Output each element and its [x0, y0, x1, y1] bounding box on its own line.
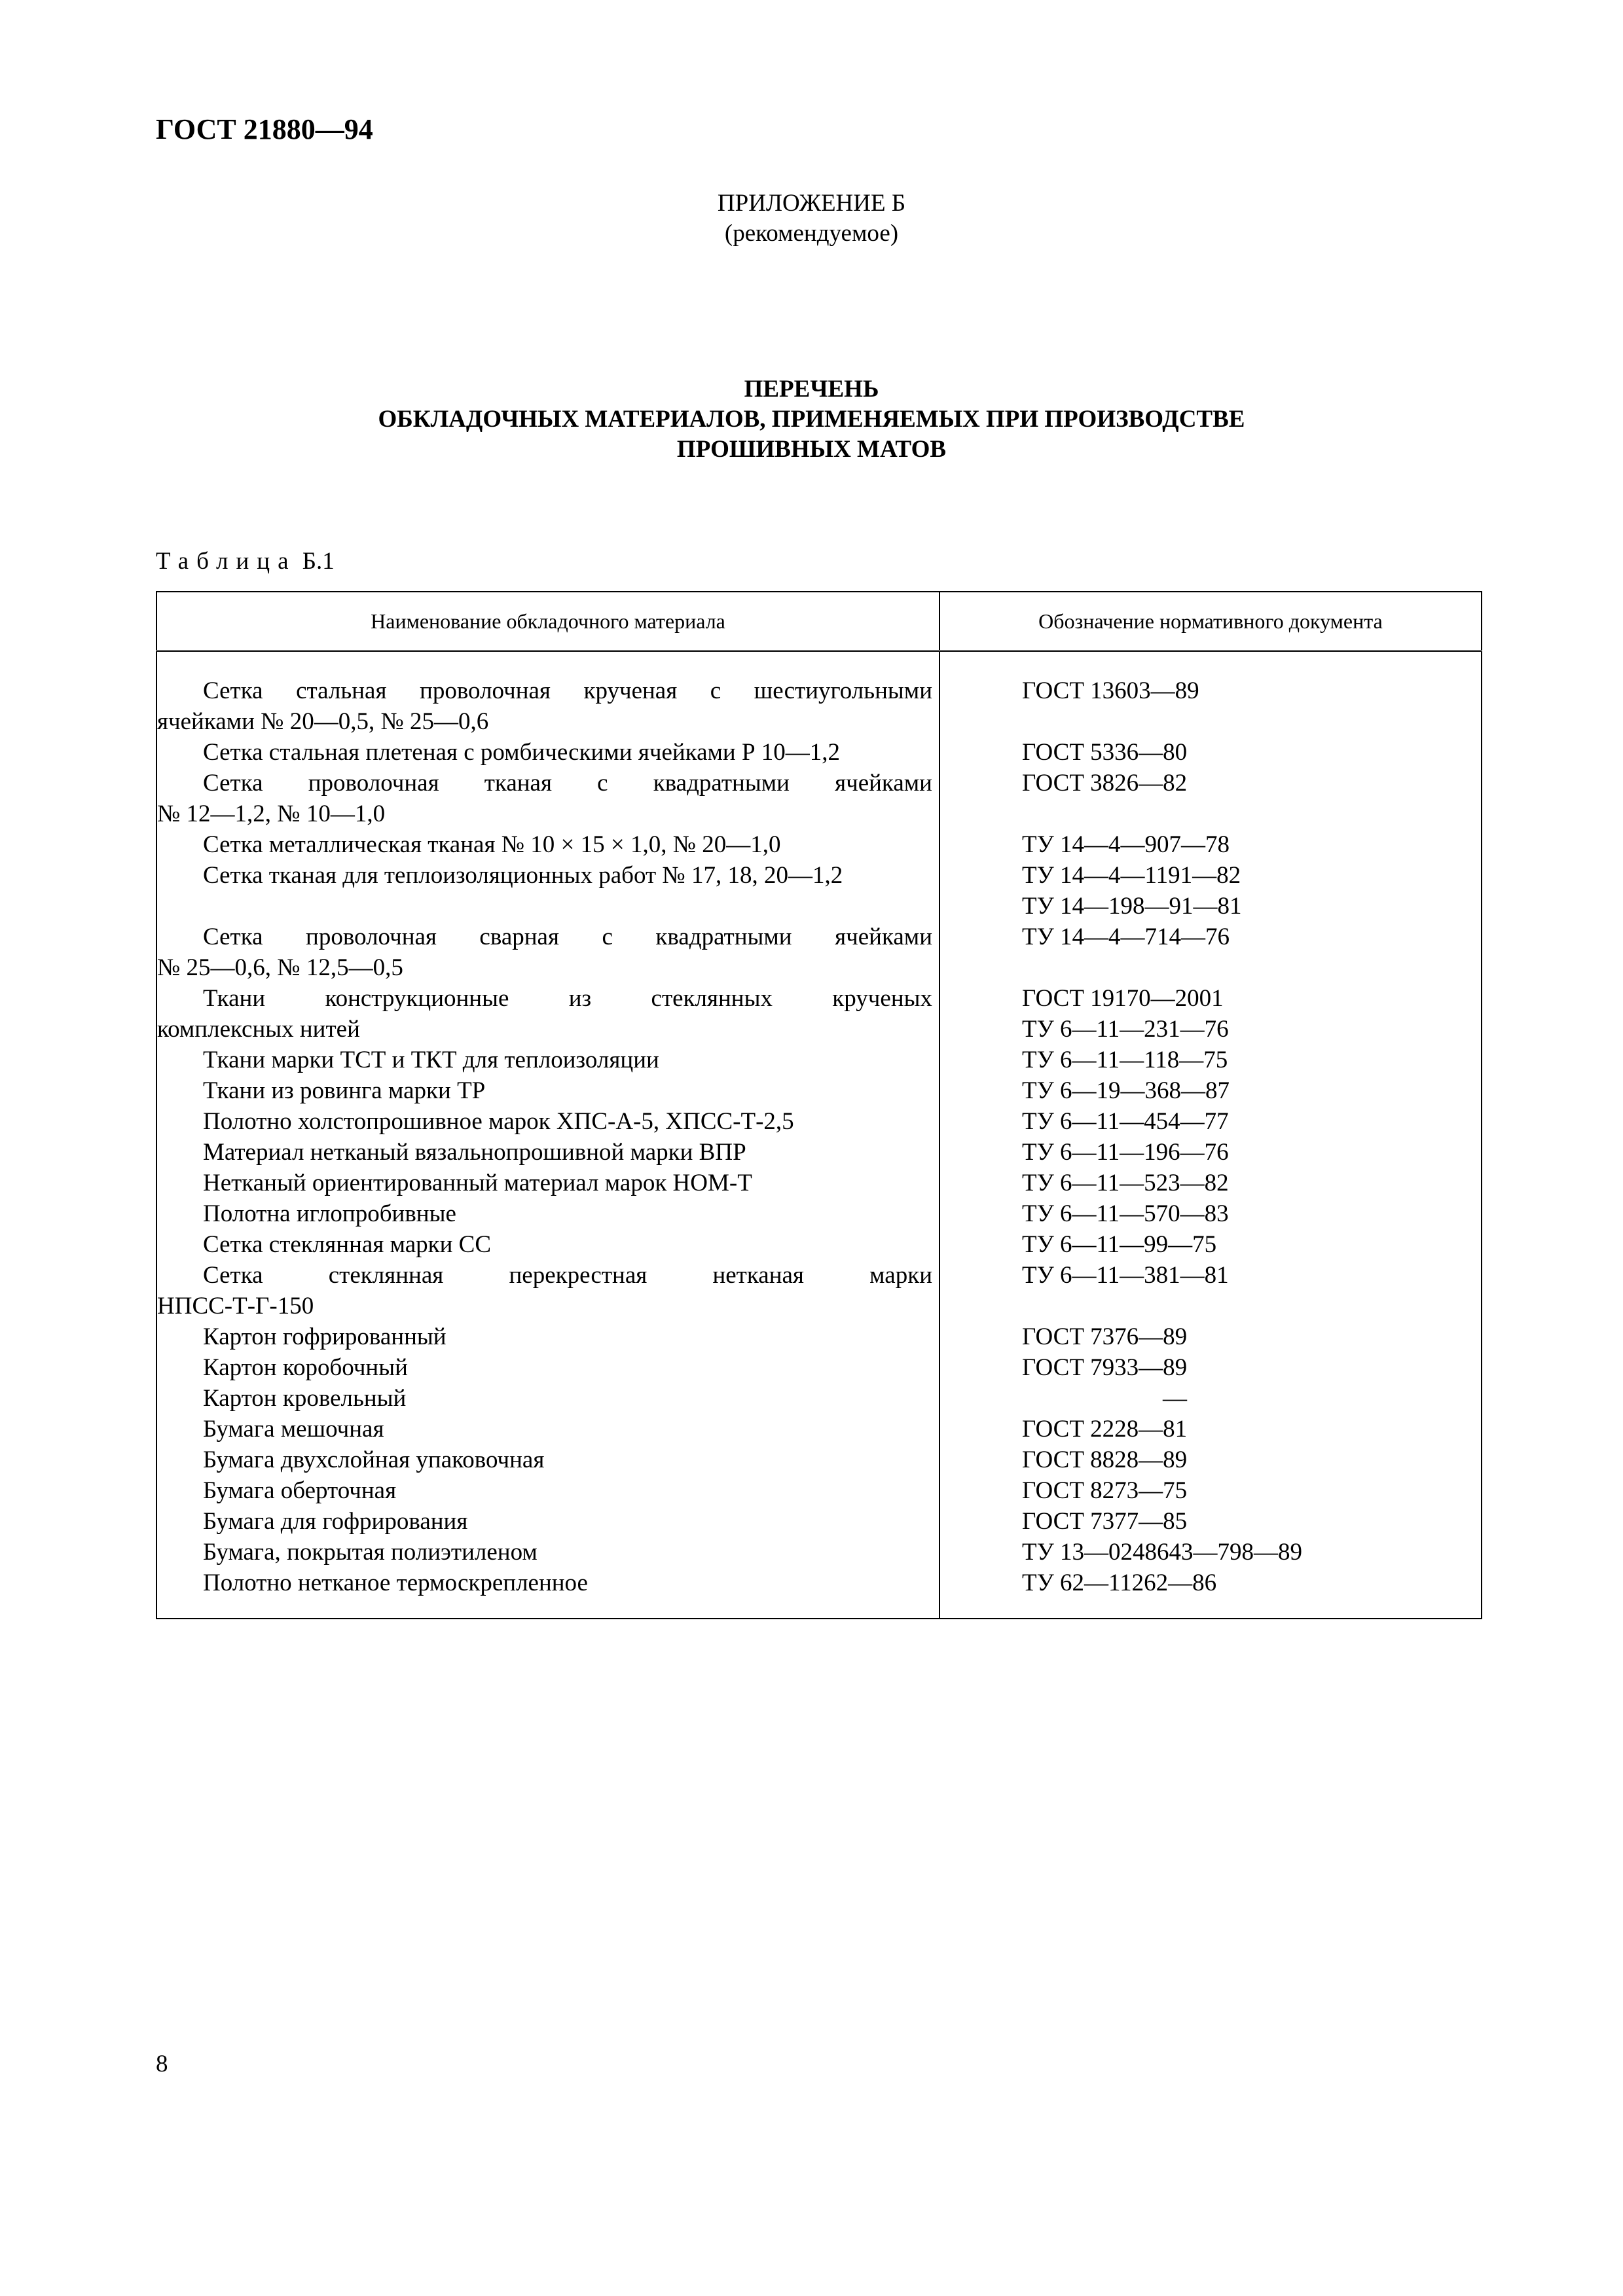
table-row: [156, 829, 1482, 860]
material-name-cell: [156, 1260, 939, 1321]
material-name-line: Сетка тканая для теплоизоляционных работ № 17, 18, 20—1,2: [203, 862, 843, 889]
normative-document: ГОСТ 5336—80: [1022, 739, 1188, 766]
materials-table: [156, 591, 1482, 1619]
table-row: [156, 1537, 1482, 1568]
material-name-line: Сетка проволочная тканая с квадратными ячейками: [203, 770, 932, 797]
material-name-line: № 12—1,2, № 10—1,0: [157, 800, 386, 827]
table-row: [156, 1075, 1482, 1106]
heading-line-3: ПРОШИВНЫХ МАТОВ: [676, 436, 947, 463]
document-code-cell: [939, 1475, 1482, 1506]
normative-document: ТУ 62—11262—86: [1022, 1570, 1217, 1596]
document-code-cell: [939, 737, 1482, 768]
material-name-line: Полотно нетканое термоскрепленное: [203, 1570, 588, 1596]
document-code-cell: [939, 1198, 1482, 1229]
material-name-line: № 25—0,6, № 12,5—0,5: [157, 954, 403, 981]
table-row: [156, 860, 1482, 922]
document-code-cell: [939, 768, 1482, 829]
material-name-cell: [156, 1168, 939, 1198]
normative-document: ГОСТ 7376—89: [1022, 1323, 1188, 1350]
document-code-cell: [939, 1414, 1482, 1444]
material-name-line: Бумага двухслойная упаковочная: [203, 1446, 545, 1473]
normative-document: ТУ 14—4—714—76: [1022, 924, 1230, 950]
document-code-cell: [939, 651, 1482, 738]
normative-document: ГОСТ 19170—2001: [1022, 985, 1224, 1012]
material-name-cell: [156, 1321, 939, 1352]
table-row: [156, 1568, 1482, 1619]
document-code-cell: [939, 983, 1482, 1045]
normative-document: ТУ 6—11—570—83: [1022, 1200, 1229, 1227]
table-row: [156, 1229, 1482, 1260]
material-name-cell: [156, 1568, 939, 1619]
table-row: [156, 1383, 1482, 1414]
list-heading: [0, 374, 1623, 465]
normative-document: ГОСТ 7933—89: [1022, 1354, 1188, 1381]
table-caption: [156, 547, 335, 575]
material-name-line: Сетка стальная плетеная с ромбическими ячейками Р 10—1,2: [203, 739, 841, 766]
document-code: ГОСТ 21880—94: [156, 113, 373, 145]
document-code-cell: [939, 1568, 1482, 1619]
document-code-cell: [939, 1383, 1482, 1414]
document-code-cell: [939, 1321, 1482, 1352]
material-name-line: Бумага оберточная: [203, 1477, 397, 1504]
material-name-cell: [156, 922, 939, 983]
material-name-line: Бумага, покрытая полиэтиленом: [203, 1539, 538, 1566]
material-name-cell: [156, 1444, 939, 1475]
material-name-line: Картон кровельный: [203, 1385, 407, 1412]
table-row: [156, 922, 1482, 983]
material-name-line: Сетка стеклянная перекрестная нетканая марки: [203, 1262, 932, 1289]
normative-document: ТУ 6—11—381—81: [1022, 1262, 1229, 1289]
document-code-cell: [939, 1444, 1482, 1475]
material-name-line: Сетка металлическая тканая № 10 × 15 × 1,0, № 20—1,0: [203, 831, 781, 858]
page-number: 8: [156, 2051, 168, 2077]
table-caption-number: Б.1: [302, 548, 335, 575]
normative-document: ТУ 6—19—368—87: [1022, 1077, 1230, 1104]
material-name-cell: [156, 1229, 939, 1260]
material-name-cell: [156, 860, 939, 922]
material-name-line: Сетка стеклянная марки СС: [203, 1231, 492, 1258]
material-name-line: Сетка стальная проволочная крученая с шестиугольными: [203, 677, 932, 704]
appendix-subtitle: (рекомендуемое): [724, 220, 899, 247]
material-name-line: комплексных нитей: [157, 1016, 360, 1043]
column-header-material: Наименование обкладочного материала: [156, 592, 939, 651]
material-name-cell: [156, 651, 939, 738]
material-name-cell: [156, 768, 939, 829]
table-row: [156, 983, 1482, 1045]
normative-document: ТУ 6—11—196—76: [1022, 1139, 1229, 1166]
document-code-cell: [939, 922, 1482, 983]
table-row: [156, 768, 1482, 829]
table-row: [156, 1506, 1482, 1537]
document-code-cell: [939, 1506, 1482, 1537]
material-name-cell: [156, 737, 939, 768]
table-body: [156, 651, 1482, 1619]
normative-document: —: [1163, 1385, 1187, 1412]
material-name-cell: [156, 1506, 939, 1537]
material-name-cell: [156, 1537, 939, 1568]
table-row: [156, 651, 1482, 738]
table-row: [156, 1137, 1482, 1168]
appendix-title: ПРИЛОЖЕНИЕ Б: [717, 190, 906, 217]
normative-document: ГОСТ 8273—75: [1022, 1477, 1188, 1504]
normative-document: ТУ 14—4—1191—82: [1022, 862, 1241, 889]
table-row: [156, 1444, 1482, 1475]
material-name-line: ячейками № 20—0,5, № 25—0,6: [157, 708, 489, 735]
material-name-line: НПСС-Т-Г-150: [157, 1293, 314, 1319]
document-code-cell: [939, 1168, 1482, 1198]
material-name-cell: [156, 829, 939, 860]
document-code-cell: [939, 1229, 1482, 1260]
normative-document: ТУ 6—11—454—77: [1022, 1108, 1229, 1135]
normative-document: ГОСТ 2228—81: [1022, 1416, 1188, 1443]
table-header-row: [156, 592, 1482, 651]
normative-document: ГОСТ 13603—89: [1022, 677, 1199, 704]
normative-document: ТУ 6—11—99—75: [1022, 1231, 1217, 1258]
document-code-cell: [939, 829, 1482, 860]
heading-line-2: ОБКЛАДОЧНЫХ МАТЕРИАЛОВ, ПРИМЕНЯЕМЫХ ПРИ ПРОИЗВОДСТВЕ: [378, 406, 1245, 433]
normative-document: ГОСТ 8828—89: [1022, 1446, 1188, 1473]
material-name-cell: [156, 1045, 939, 1075]
normative-document: ТУ 6—11—118—75: [1022, 1047, 1228, 1073]
table-caption-word: Таблица: [156, 548, 297, 575]
material-name-line: Нетканый ориентированный материал марок НОМ-Т: [203, 1170, 752, 1196]
normative-document: ТУ 14—198—91—81: [1022, 893, 1242, 920]
material-name-line: Ткани конструкционные из стеклянных крученых: [203, 985, 932, 1012]
normative-document: ГОСТ 3826—82: [1022, 770, 1188, 797]
material-name-line: Полотно холстопрошивное марок ХПС-А-5, ХПСС-Т-2,5: [203, 1108, 794, 1135]
material-name-line: Материал нетканый вязальнопрошивной марки ВПР: [203, 1139, 746, 1166]
table-row: [156, 1168, 1482, 1198]
material-name-cell: [156, 1352, 939, 1383]
table-row: [156, 1414, 1482, 1444]
table-row: [156, 737, 1482, 768]
material-name-cell: [156, 1383, 939, 1414]
appendix-block: [0, 188, 1623, 249]
document-code-cell: [939, 1352, 1482, 1383]
material-name-line: Картон коробочный: [203, 1354, 408, 1381]
document-code-cell: [939, 1537, 1482, 1568]
material-name-line: Бумага для гофрирования: [203, 1508, 468, 1535]
normative-document: ТУ 6—11—231—76: [1022, 1016, 1229, 1043]
material-name-cell: [156, 1106, 939, 1137]
heading-line-1: ПЕРЕЧЕНЬ: [744, 376, 879, 403]
table-row: [156, 1321, 1482, 1352]
material-name-line: Полотна иглопробивные: [203, 1200, 456, 1227]
document-code-cell: [939, 1137, 1482, 1168]
normative-document: ТУ 13—0248643—798—89: [1022, 1539, 1303, 1566]
document-code-cell: [939, 1045, 1482, 1075]
material-name-line: Картон гофрированный: [203, 1323, 447, 1350]
table-row: [156, 1475, 1482, 1506]
material-name-cell: [156, 983, 939, 1045]
material-name-line: Бумага мешочная: [203, 1416, 384, 1443]
table-row: [156, 1198, 1482, 1229]
normative-document: ТУ 14—4—907—78: [1022, 831, 1230, 858]
material-name-cell: [156, 1414, 939, 1444]
table-row: [156, 1106, 1482, 1137]
material-name-cell: [156, 1198, 939, 1229]
normative-document: ТУ 6—11—523—82: [1022, 1170, 1229, 1196]
material-name-cell: [156, 1475, 939, 1506]
material-name-line: Ткани из ровинга марки ТР: [203, 1077, 486, 1104]
material-name-line: Сетка проволочная сварная с квадратными ячейками: [203, 924, 932, 950]
material-name-cell: [156, 1137, 939, 1168]
document-code-cell: [939, 1075, 1482, 1106]
table-row: [156, 1045, 1482, 1075]
table-row: [156, 1260, 1482, 1321]
column-header-document: Обозначение нормативного документа: [939, 592, 1482, 651]
table-row: [156, 1352, 1482, 1383]
material-name-cell: [156, 1075, 939, 1106]
document-code-cell: [939, 860, 1482, 922]
document-code-cell: [939, 1106, 1482, 1137]
document-code-cell: [939, 1260, 1482, 1321]
normative-document: ГОСТ 7377—85: [1022, 1508, 1188, 1535]
material-name-line: Ткани марки ТСТ и ТКТ для теплоизоляции: [203, 1047, 659, 1073]
